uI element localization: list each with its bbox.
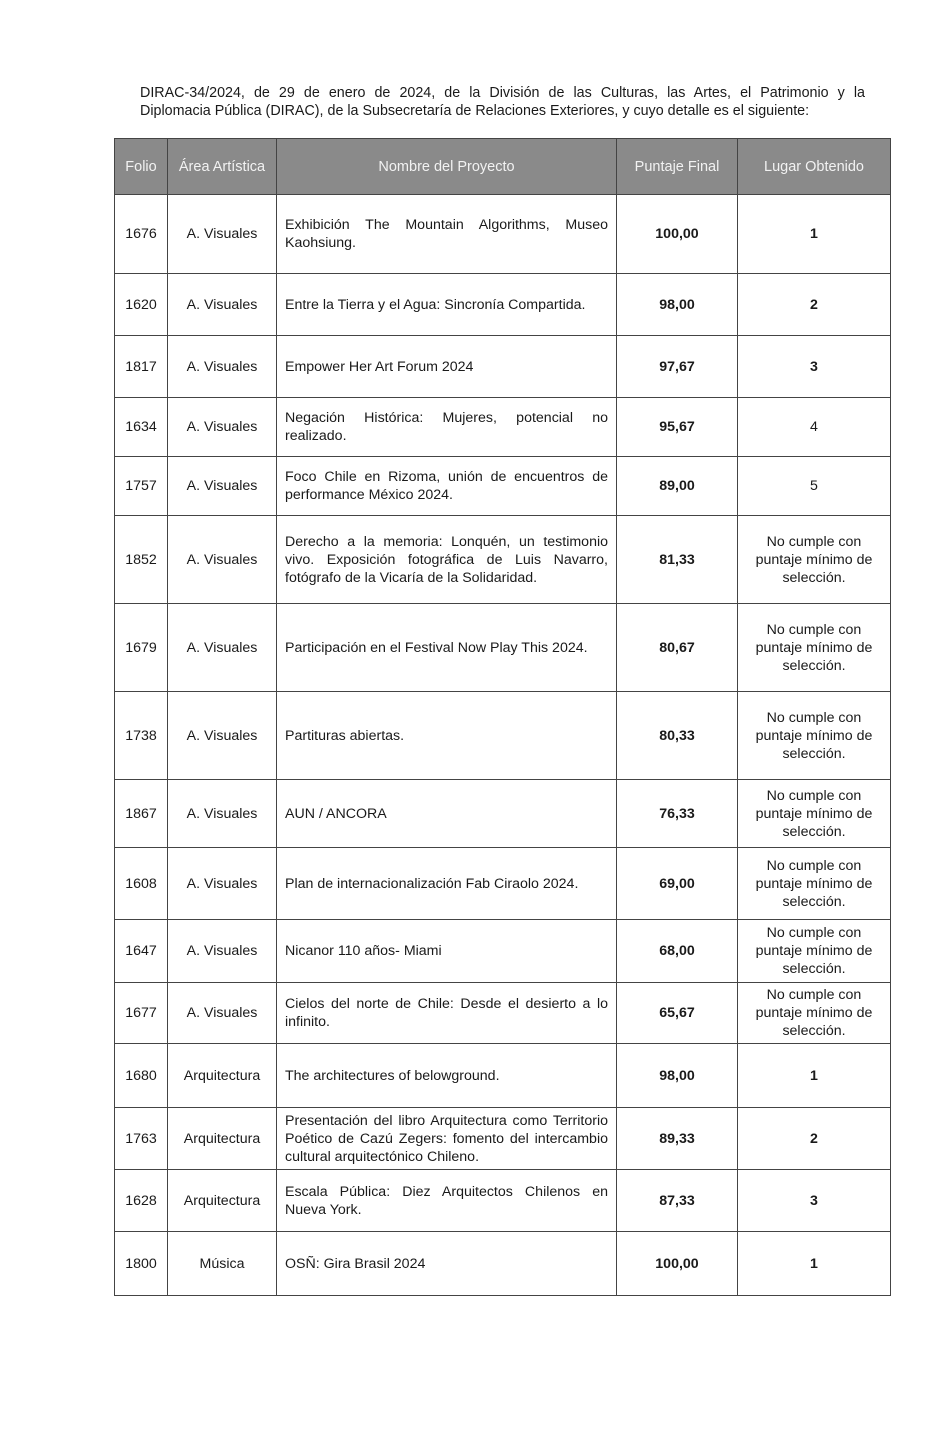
cell-place: 1 xyxy=(738,1232,891,1296)
cell-project-name: Plan de internacionalización Fab Ciraolo 2024. xyxy=(277,848,617,920)
cell-place: No cumple con puntaje mínimo de selección. xyxy=(738,692,891,780)
cell-area: A. Visuales xyxy=(168,692,277,780)
table-row xyxy=(115,983,891,1044)
cell-folio: 1679 xyxy=(115,604,168,692)
cell-project-name: AUN / ANCORA xyxy=(277,780,617,848)
cell-project-name: Cielos del norte de Chile: Desde el desierto a lo infinito. xyxy=(277,983,617,1044)
table-row xyxy=(115,1044,891,1108)
cell-score: 100,00 xyxy=(617,195,738,274)
header-folio: Folio xyxy=(115,139,168,195)
cell-place: 2 xyxy=(738,274,891,336)
cell-place: No cumple con puntaje mínimo de selección. xyxy=(738,780,891,848)
table-row xyxy=(115,457,891,516)
cell-project-name: Escala Pública: Diez Arquitectos Chilenos en Nueva York. xyxy=(277,1170,617,1232)
cell-score: 98,00 xyxy=(617,1044,738,1108)
cell-area: Arquitectura xyxy=(168,1108,277,1170)
cell-place: 4 xyxy=(738,398,891,457)
cell-score: 89,33 xyxy=(617,1108,738,1170)
cell-score: 95,67 xyxy=(617,398,738,457)
cell-project-name: Empower Her Art Forum 2024 xyxy=(277,336,617,398)
cell-area: Arquitectura xyxy=(168,1044,277,1108)
cell-folio: 1676 xyxy=(115,195,168,274)
cell-score: 87,33 xyxy=(617,1170,738,1232)
cell-place: No cumple con puntaje mínimo de selección. xyxy=(738,516,891,604)
cell-score: 80,33 xyxy=(617,692,738,780)
cell-project-name: Entre la Tierra y el Agua: Sincronía Compartida. xyxy=(277,274,617,336)
cell-place: 1 xyxy=(738,195,891,274)
header-place: Lugar Obtenido xyxy=(738,139,891,195)
cell-score: 97,67 xyxy=(617,336,738,398)
cell-folio: 1738 xyxy=(115,692,168,780)
cell-area: A. Visuales xyxy=(168,274,277,336)
cell-folio: 1763 xyxy=(115,1108,168,1170)
cell-place: No cumple con puntaje mínimo de selección. xyxy=(738,604,891,692)
cell-score: 68,00 xyxy=(617,920,738,983)
cell-folio: 1852 xyxy=(115,516,168,604)
cell-score: 76,33 xyxy=(617,780,738,848)
cell-folio: 1647 xyxy=(115,920,168,983)
table-row xyxy=(115,692,891,780)
cell-folio: 1677 xyxy=(115,983,168,1044)
cell-folio: 1817 xyxy=(115,336,168,398)
cell-area: A. Visuales xyxy=(168,398,277,457)
header-project-name: Nombre del Proyecto xyxy=(277,139,617,195)
cell-folio: 1634 xyxy=(115,398,168,457)
cell-score: 98,00 xyxy=(617,274,738,336)
header-area: Área Artística xyxy=(168,139,277,195)
cell-score: 80,67 xyxy=(617,604,738,692)
cell-folio: 1620 xyxy=(115,274,168,336)
cell-area: Música xyxy=(168,1232,277,1296)
cell-area: Arquitectura xyxy=(168,1170,277,1232)
cell-folio: 1628 xyxy=(115,1170,168,1232)
intro-line-1: DIRAC-34/2024, de 29 de enero de 2024, de la División de las Culturas, las Artes, el Patrimonio y la xyxy=(140,85,865,101)
table-row xyxy=(115,336,891,398)
table-header-row xyxy=(115,139,891,195)
cell-score: 89,00 xyxy=(617,457,738,516)
cell-area: A. Visuales xyxy=(168,848,277,920)
table-row xyxy=(115,1232,891,1296)
cell-folio: 1800 xyxy=(115,1232,168,1296)
table-row xyxy=(115,274,891,336)
cell-place: No cumple con puntaje mínimo de selección. xyxy=(738,983,891,1044)
cell-score: 81,33 xyxy=(617,516,738,604)
cell-area: A. Visuales xyxy=(168,780,277,848)
cell-area: A. Visuales xyxy=(168,516,277,604)
cell-place: 2 xyxy=(738,1108,891,1170)
cell-project-name: Presentación del libro Arquitectura como Territorio Poético de Cazú Zegers: fomento del intercambio cultural arquitectónico Chileno. xyxy=(277,1108,617,1170)
table-row xyxy=(115,398,891,457)
cell-folio: 1867 xyxy=(115,780,168,848)
cell-area: A. Visuales xyxy=(168,195,277,274)
cell-area: A. Visuales xyxy=(168,336,277,398)
cell-place: No cumple con puntaje mínimo de selección. xyxy=(738,920,891,983)
cell-project-name: Participación en el Festival Now Play This 2024. xyxy=(277,604,617,692)
table-row xyxy=(115,848,891,920)
table-row xyxy=(115,1170,891,1232)
cell-score: 69,00 xyxy=(617,848,738,920)
table-row xyxy=(115,604,891,692)
cell-place: 1 xyxy=(738,1044,891,1108)
intro-line-2: Diplomacia Pública (DIRAC), de la Subsecretaría de Relaciones Exteriores, y cuyo detalle es el siguiente: xyxy=(140,103,810,119)
cell-score: 100,00 xyxy=(617,1232,738,1296)
cell-project-name: Derecho a la memoria: Lonquén, un testimonio vivo. Exposición fotográfica de Luis Navarro, fotógrafo de la Vicaría de la Solidaridad. xyxy=(277,516,617,604)
cell-place: 5 xyxy=(738,457,891,516)
cell-project-name: Partituras abiertas. xyxy=(277,692,617,780)
cell-project-name: Negación Histórica: Mujeres, potencial no realizado. xyxy=(277,398,617,457)
cell-area: A. Visuales xyxy=(168,920,277,983)
cell-folio: 1680 xyxy=(115,1044,168,1108)
table-row xyxy=(115,1108,891,1170)
table-row xyxy=(115,516,891,604)
cell-place: 3 xyxy=(738,1170,891,1232)
cell-place: No cumple con puntaje mínimo de selección. xyxy=(738,848,891,920)
cell-project-name: Exhibición The Mountain Algorithms, Museo Kaohsiung. xyxy=(277,195,617,274)
intro-paragraph xyxy=(140,84,865,120)
cell-area: A. Visuales xyxy=(168,983,277,1044)
cell-score: 65,67 xyxy=(617,983,738,1044)
cell-place: 3 xyxy=(738,336,891,398)
results-table xyxy=(114,138,891,1296)
table-row xyxy=(115,920,891,983)
cell-area: A. Visuales xyxy=(168,457,277,516)
table-row xyxy=(115,780,891,848)
header-final-score: Puntaje Final xyxy=(617,139,738,195)
cell-project-name: OSÑ: Gira Brasil 2024 xyxy=(277,1232,617,1296)
cell-area: A. Visuales xyxy=(168,604,277,692)
table-row xyxy=(115,195,891,274)
cell-folio: 1757 xyxy=(115,457,168,516)
cell-project-name: Nicanor 110 años- Miami xyxy=(277,920,617,983)
cell-project-name: Foco Chile en Rizoma, unión de encuentros de performance México 2024. xyxy=(277,457,617,516)
cell-folio: 1608 xyxy=(115,848,168,920)
cell-project-name: The architectures of belowground. xyxy=(277,1044,617,1108)
